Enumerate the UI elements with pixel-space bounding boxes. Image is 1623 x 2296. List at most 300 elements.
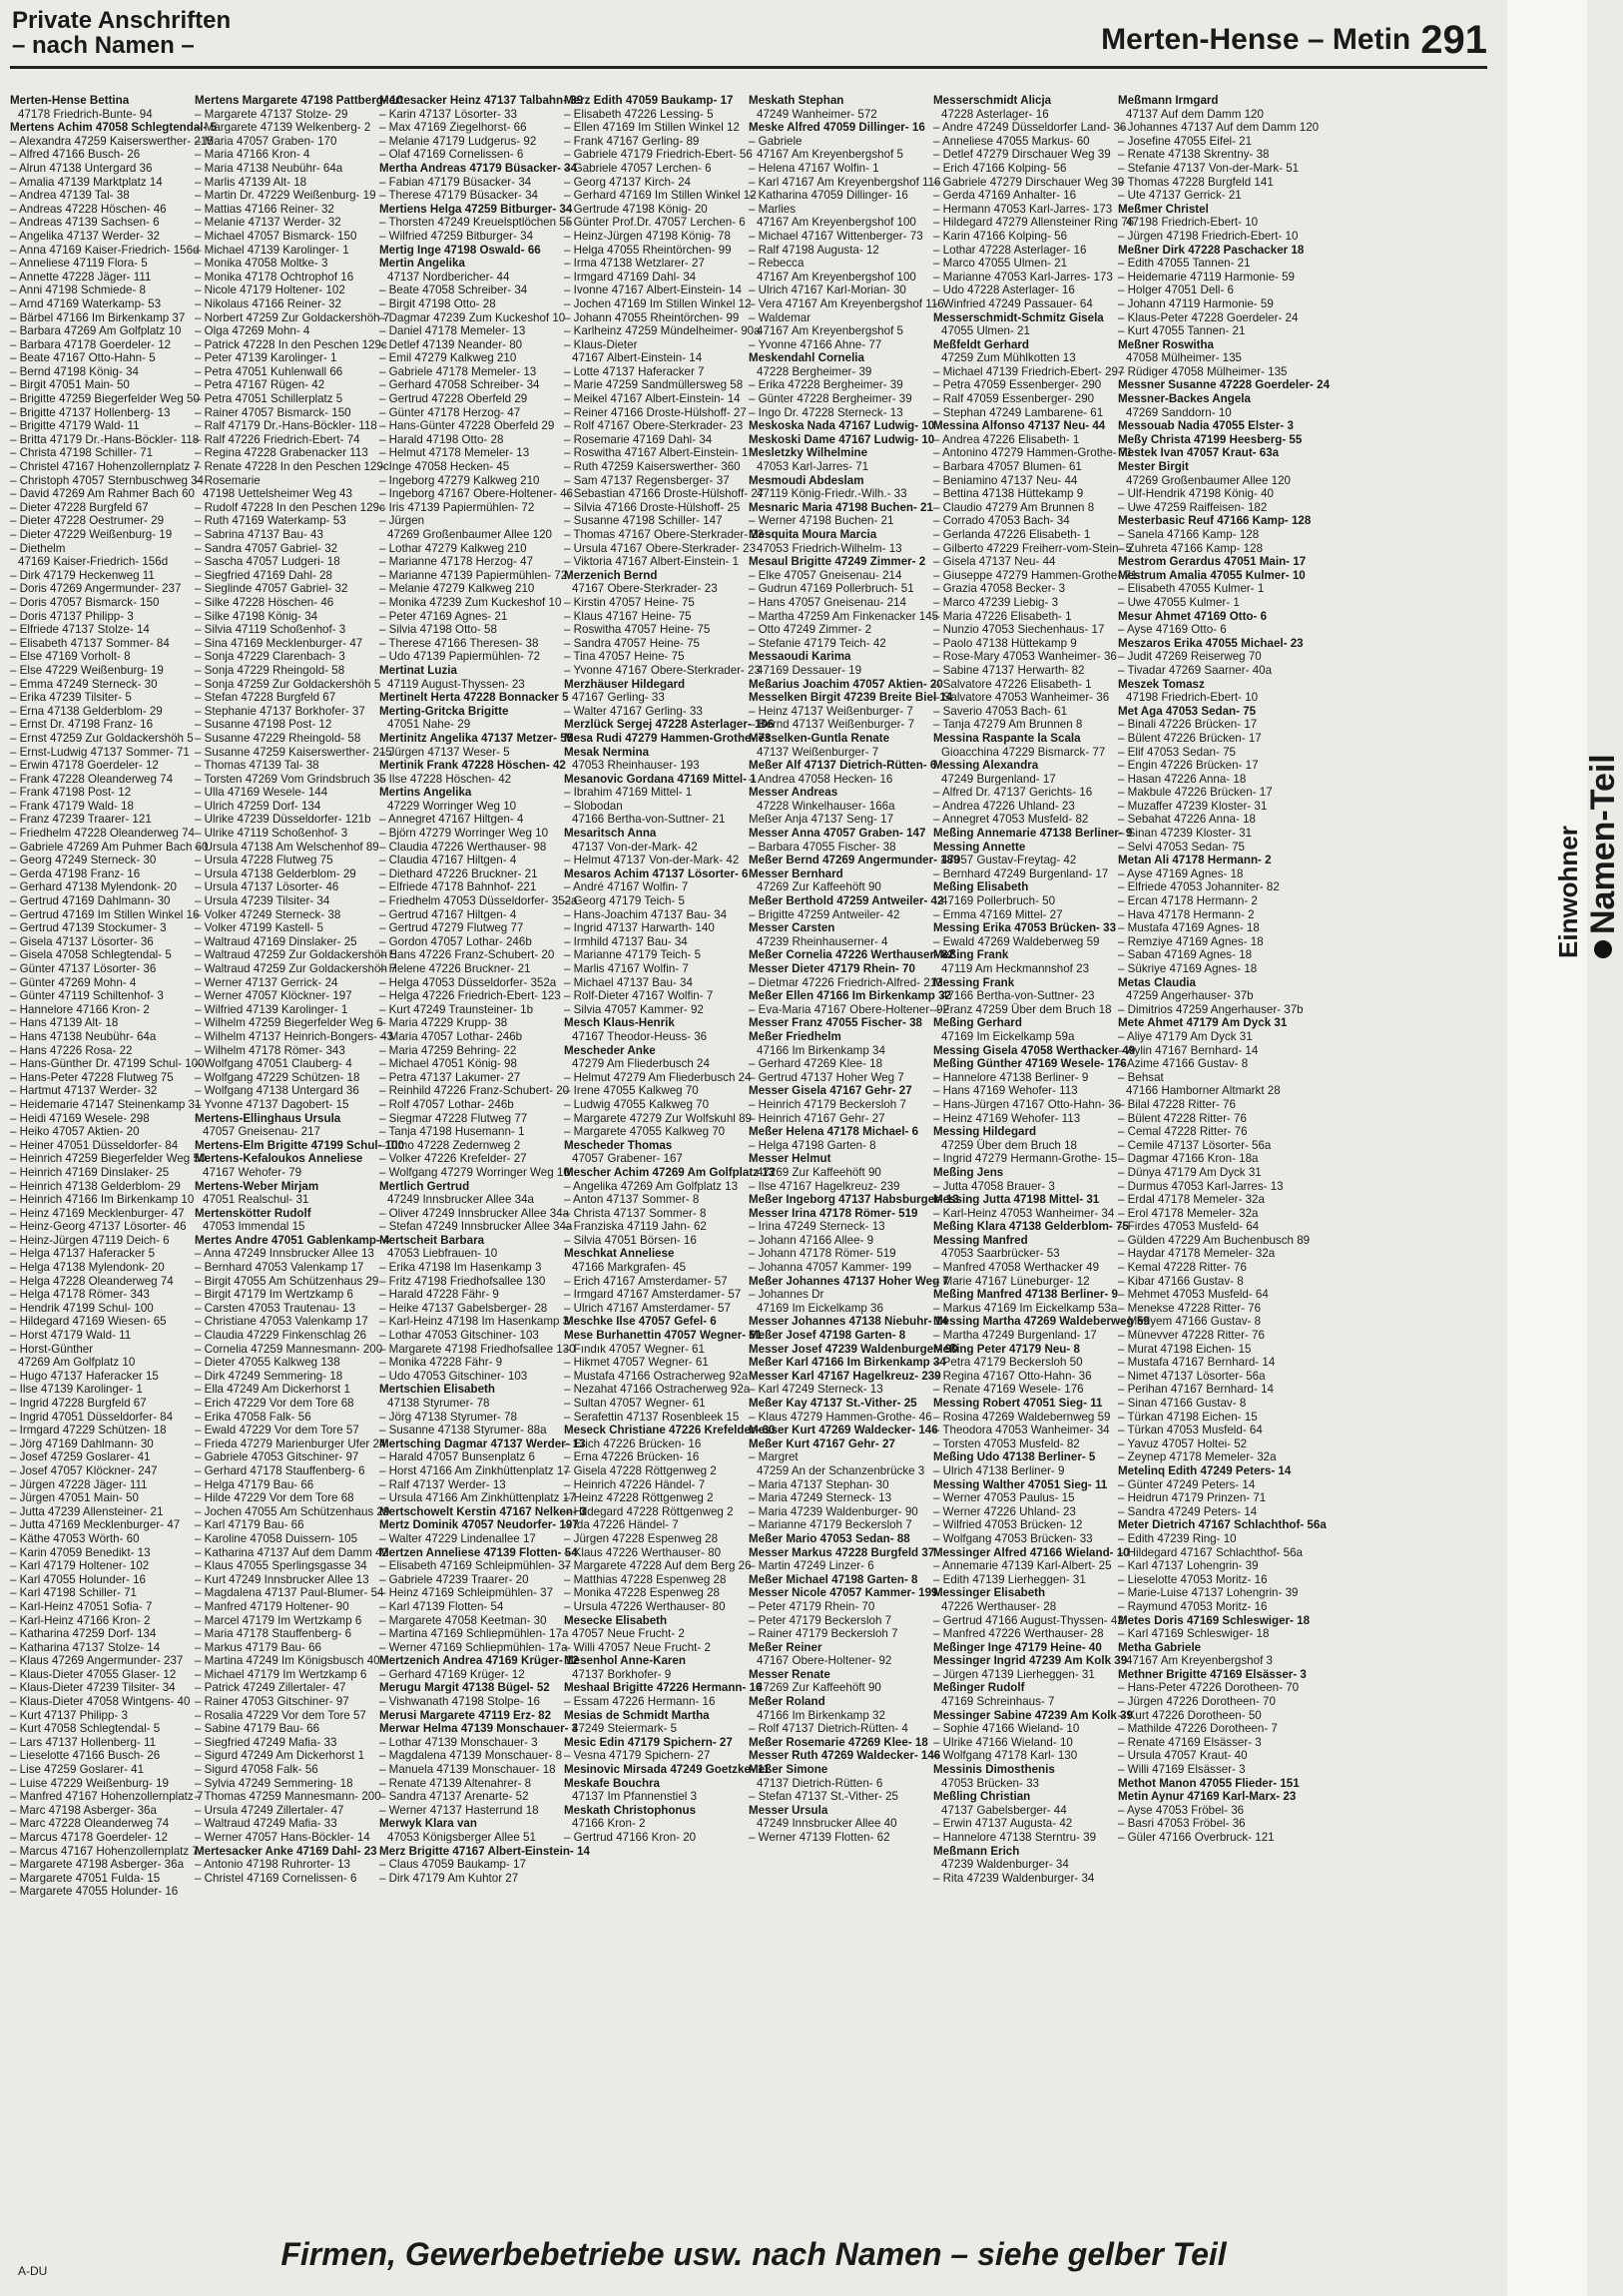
entry-line: – Irina 47249 Sterneck- 13: [749, 1220, 885, 1234]
entry-line: – Dünya 47179 Am Dyck 31: [1118, 1165, 1262, 1179]
entry-heading: Mertz Dominik 47057 Neudorfer- 197: [379, 1518, 579, 1532]
entry-line: – Petra 47051 Kuhlenwall 66: [195, 364, 343, 378]
entry-line: – Helga 47137 Haferacker 5: [10, 1247, 156, 1261]
entry-line: – Ella 47249 Am Dickerhorst 1: [195, 1383, 350, 1397]
entry-line: – Ernst-Ludwig 47137 Sommer- 71: [10, 745, 190, 759]
entry-line: – Renate 47169 Wesele- 176: [933, 1383, 1084, 1397]
entry-line: – Thomas 47167 Obere-Sterkrader- 23: [564, 528, 765, 541]
entry-line: – Katharina 47137 Auf dem Damm 42: [195, 1545, 388, 1559]
entry-heading: Meschke Ilse 47057 Gefel- 6: [564, 1315, 717, 1329]
entry-line: – Jörg 47138 Styrumer- 78: [379, 1410, 517, 1424]
entry-line: – Vera 47167 Am Kreyenbergshof 116: [749, 296, 944, 310]
entry-heading: Mesak Nermina: [564, 745, 650, 759]
entry-line: – Gertrud 47166 August-Thyssen- 42: [933, 1613, 1124, 1627]
entry-line: – Silvia 47119 Schoßenhof- 3: [195, 623, 346, 637]
entry-line: – Sabrina 47137 Bau- 43: [195, 528, 323, 541]
entry-line: – Maria 47166 Kron- 4: [195, 148, 310, 162]
entry-line: – Wilhelm 47178 Römer- 343: [195, 1043, 345, 1057]
entry-line: – Tanja 47279 Am Brunnen 8: [933, 718, 1083, 732]
entry-line: – Türkan 47198 Eichen- 15: [1118, 1410, 1258, 1424]
entry-line: 47178 Friedrich-Bunte- 94: [18, 107, 153, 121]
entry-heading: Meskoski Dame 47167 Ludwig- 10: [749, 432, 935, 446]
entry-line: – Volker 47226 Krefelder- 27: [379, 1152, 527, 1166]
entry-line: – Michael 47137 Bau- 34: [564, 975, 693, 989]
entry-line: – Silvia 47166 Droste-Hülshoff- 25: [564, 500, 741, 514]
entry-heading: Mesnaric Maria 47198 Buchen- 21: [749, 500, 933, 514]
entry-line: 47167 Am Kreyenbergshof 5: [757, 148, 903, 162]
entry-line: – Sinan 47239 Kloster- 31: [1118, 827, 1253, 841]
entry-line: – Serafettin 47137 Rosenbleek 15: [564, 1410, 740, 1424]
entry-line: – Georg 47137 Kirch- 24: [564, 175, 691, 189]
side-tab-label: [1553, 754, 1623, 958]
entry-line: 47053 Liebfrauen- 10: [387, 1247, 498, 1261]
entry-heading: Merzlück Sergej 47228 Asterlager- 106: [564, 718, 775, 732]
entry-line: – Ursula 47226 Werthauser- 80: [564, 1599, 726, 1613]
entry-line: – Sylvia 47249 Semmering- 18: [195, 1776, 353, 1790]
entry-line: – Franz 47259 Über dem Bruch 18: [933, 1002, 1112, 1016]
entry-line: – Gisela 47137 Lösorter- 36: [10, 934, 154, 948]
entry-line: – Angelika 47137 Werder- 32: [10, 229, 160, 243]
entry-line: – Otto 47249 Zimmer- 2: [749, 623, 872, 637]
side-tab-line2-text: Namen-Teil: [1584, 754, 1622, 934]
entry-line: – Jürgen 47137 Weser- 5: [379, 745, 510, 759]
entry-line: – Manuela 47139 Monschauer- 18: [379, 1763, 556, 1777]
entry-line: – Sabine 47137 Herwarth- 82: [933, 663, 1085, 677]
entry-line: – Sandra 47057 Gabriel- 32: [195, 541, 338, 555]
entry-heading: Mertig Inge 47198 Oswald- 66: [379, 243, 541, 257]
entry-line: – Siegmar 47228 Flutweg 77: [379, 1111, 528, 1125]
entry-line: – Gilberto 47229 Freiherr-vom-Stein- 5: [933, 541, 1133, 555]
entry-heading: Merten-Hense Bettina: [10, 94, 130, 107]
entry-line: – Birgit 47179 Im Wertzkamp 6: [195, 1288, 353, 1302]
entry-line: 47137 Weißenburger- 7: [757, 745, 879, 759]
entry-line: – Karl-Heinz 47051 Sofia- 7: [10, 1599, 153, 1613]
entry-line: – Reiner 47166 Droste-Hülshoff- 27: [564, 405, 747, 419]
entry-line: – Johannes Dr: [749, 1288, 824, 1302]
entry-line: – Irmgard 47229 Schützen- 18: [10, 1424, 167, 1437]
entry-line: – Sebahat 47226 Anna- 18: [1118, 813, 1256, 827]
entry-heading: Mertesacker Anke 47169 Dahl- 23: [195, 1844, 377, 1858]
entry-line: 47137 Dietrich-Rütten- 6: [757, 1776, 883, 1790]
entry-line: 47259 Angerhauser- 37b: [1126, 989, 1254, 1003]
entry-line: – Saban 47169 Agnes- 18: [1118, 948, 1253, 962]
entry-line: – Christel 47167 Hohenzollernplatz 7: [10, 460, 201, 474]
entry-heading: Mesaul Brigitte 47249 Zimmer- 2: [749, 555, 926, 569]
entry-line: – Ulf-Hendrik 47198 König- 40: [1118, 487, 1274, 501]
entry-heading: Meßer Reiner: [749, 1640, 822, 1654]
entry-line: – Gabriele 47057 Lerchen- 6: [564, 161, 712, 175]
entry-line: – Johann 47119 Harmonie- 59: [1118, 296, 1274, 310]
entry-line: – Margarete 47137 Stolze- 29: [195, 107, 348, 121]
entry-line: – Elisabeth 47137 Sommer- 84: [10, 636, 170, 650]
entry-line: – Dirk 47179 Am Kuhtor 27: [379, 1871, 519, 1885]
entry-line: – Gabriele 47269 Am Puhmer Bach 60: [10, 840, 209, 854]
entry-line: – Behsat: [1118, 1070, 1164, 1084]
entry-line: – Klaus-Dieter 47239 Tilsiter- 34: [10, 1681, 176, 1695]
entry-line: – Gabriele 47179 Friedrich-Ebert- 56: [564, 148, 753, 162]
entry-heading: Messina Raspante la Scala: [933, 731, 1081, 745]
entry-line: 47166 Markgrafen- 45: [572, 1261, 687, 1275]
entry-line: – Sanela 47166 Kamp- 128: [1118, 528, 1260, 541]
entry-line: – Barbara 47269 Am Golfplatz 10: [10, 324, 182, 338]
entry-line: – Ulrich 47167 Karl-Morian- 30: [749, 284, 906, 297]
entry-line: – Kemal 47228 Ritter- 76: [1118, 1261, 1247, 1275]
entry-line: – Heinrich 47169 Dinslaker- 25: [10, 1165, 170, 1179]
entry-line: – Günter 47269 Mohn- 4: [10, 975, 137, 989]
entry-heading: Mester Birgit: [1118, 460, 1189, 474]
entry-line: – Ursula 47138 Am Welschenhof 89: [195, 840, 379, 854]
entry-line: – Elfriede 47178 Bahnhof- 221: [379, 880, 537, 894]
entry-line: – Else 47229 Weißenburg- 19: [10, 663, 164, 677]
entry-line: – Dieter 47055 Kalkweg 138: [195, 1356, 340, 1370]
entry-line: 47169 Dessauer- 19: [757, 663, 862, 677]
entry-line: – Margarete 47198 Asberger- 36a: [10, 1858, 185, 1872]
entry-heading: Mescher Achim 47269 Am Golfplatz 13: [564, 1165, 776, 1179]
entry-line: – Iris 47139 Papiermühlen- 72: [379, 500, 535, 514]
entry-line: – Birgit 47198 Otto- 28: [379, 296, 496, 310]
entry-line: – Erika 47228 Bergheimer- 39: [749, 378, 903, 392]
entry-line: – Martin 47249 Linzer- 6: [749, 1559, 874, 1573]
entry-line: – Karl 47139 Flotten- 54: [379, 1599, 504, 1613]
entry-line: – Karl 47137 Lohengrin- 39: [1118, 1559, 1259, 1573]
entry-heading: Mertha Andreas 47179 Büsacker- 34: [379, 161, 578, 175]
entry-line: – Birgit 47055 Am Schützenhaus 29: [195, 1274, 379, 1288]
entry-line: – Gertrude 47198 König- 20: [564, 202, 708, 216]
entry-line: – Norbert 47259 Zur Goldackershöh 7: [195, 310, 390, 324]
entry-line: – Patrick 47228 In den Peschen 129c: [195, 337, 387, 351]
entry-line: – Sophie 47166 Wieland- 10: [933, 1722, 1080, 1736]
entry-line: – Marie 47167 Lüneburger- 12: [933, 1274, 1090, 1288]
entry-heading: Messer Carsten: [749, 921, 835, 935]
entry-heading: Metelinq Edith 47249 Peters- 14: [1118, 1463, 1292, 1477]
entry-heading: Meske Alfred 47059 Dillinger- 16: [749, 121, 925, 135]
entry-heading: Merwyk Klara van: [379, 1817, 477, 1831]
entry-line: 47269 Zur Kaffeehöft 90: [757, 880, 881, 894]
entry-line: – Gabriele 47053 Gitschiner- 97: [195, 1450, 359, 1464]
entry-line: – Katharina 47137 Stolze- 14: [10, 1640, 161, 1654]
entry-line: – Heinrich 47167 Gehr- 27: [749, 1111, 885, 1125]
entry-heading: Methner Brigitte 47169 Elsässer- 3: [1118, 1667, 1307, 1681]
entry-line: – Magdalena 47139 Monschauer- 8: [379, 1749, 563, 1763]
entry-line: 47053 Karl-Jarres- 71: [757, 460, 869, 474]
listing-column: [10, 94, 218, 2210]
entry-heading: Meßner Dirk 47228 Paschacker 18: [1118, 243, 1305, 257]
entry-line: – Andrea 47226 Elisabeth- 1: [933, 432, 1080, 446]
entry-line: – Hans 47226 Franz-Schubert- 20: [379, 948, 555, 962]
entry-heading: Merugu Margit 47138 Bügel- 52: [379, 1681, 550, 1695]
entry-line: – Wolfgang 47229 Schützen- 18: [195, 1070, 360, 1084]
entry-line: – Dirk 47249 Semmering- 18: [195, 1369, 343, 1383]
entry-heading: Messing Alexandra: [933, 759, 1039, 773]
entry-line: – Jürgen 47051 Main- 50: [10, 1491, 139, 1505]
entry-line: – Susanne 47138 Styrumer- 88a: [379, 1424, 547, 1437]
entry-line: – Murat 47198 Eichen- 15: [1118, 1342, 1252, 1356]
entry-line: – Aliye 47179 Am Dyck 31: [1118, 1029, 1253, 1043]
entry-line: – Klaus 47226 Werthauser- 80: [564, 1545, 722, 1559]
entry-line: – Udo 47228 Asterlager- 16: [933, 284, 1075, 297]
entry-line: – Ralf 47198 Augusta- 12: [749, 243, 879, 257]
entry-line: – Edith 47139 Lierheggen- 31: [933, 1572, 1086, 1586]
entry-line: – Hans-Jürgen 47167 Otto-Hahn- 36: [933, 1097, 1122, 1111]
entry-line: – Gerhard 47138 Mylendonk- 20: [10, 880, 177, 894]
entry-line: – Elfriede 47053 Johanniter- 82: [1118, 880, 1280, 894]
entry-line: – Winfried 47249 Passauer- 64: [933, 296, 1093, 310]
entry-heading: Messing Martha 47269 Waldeberweg 59: [933, 1315, 1150, 1329]
entry-line: 47269 Am Golfplatz 10: [18, 1356, 136, 1370]
entry-heading: Messing Frank: [933, 975, 1015, 989]
entry-line: – Paolo 47138 Hüttekamp 9: [933, 636, 1077, 650]
entry-line: 47249 Innsbrucker Allee 40: [757, 1817, 897, 1831]
entry-line: – André 47167 Wolfin- 7: [564, 880, 689, 894]
entry-line: – Hans-Peter 47226 Dorotheen- 70: [1118, 1681, 1300, 1695]
entry-line: – Thomas 47228 Burgfeld 141: [1118, 175, 1274, 189]
entry-line: – Heinz-Jürgen 47198 König- 78: [564, 229, 731, 243]
entry-line: – Susanne 47198 Post- 12: [195, 718, 332, 732]
entry-line: – Maria 47239 Waldenburger- 90: [749, 1504, 918, 1518]
entry-heading: Merz Edith 47059 Baukamp- 17: [564, 94, 734, 107]
entry-line: – Jutta 47169 Mecklenburger- 47: [10, 1518, 181, 1532]
entry-line: – Oliver 47249 Innsbrucker Allee 34a: [379, 1206, 570, 1220]
entry-line: – Hermann 47053 Karl-Jarres- 173: [933, 202, 1113, 216]
entry-line: – Peter 47169 Agnes- 21: [379, 609, 508, 623]
entry-line: – Werner 47226 Uhland- 23: [933, 1504, 1076, 1518]
entry-line: – Wolfgang 47051 Clauberg- 4: [195, 1057, 352, 1071]
entry-line: – Claudia 47167 Hiltgen- 4: [379, 854, 517, 867]
entry-heading: Mesmoudi Abdeslam: [749, 473, 864, 487]
entry-line: – Karl 47055 Holunder- 16: [10, 1572, 146, 1586]
entry-line: – Rainer 47179 Beckersloh 7: [749, 1627, 898, 1641]
entry-line: – Stefanie 47137 Von-der-Mark- 51: [1118, 161, 1300, 175]
entry-heading: Meßer Kurt 47167 Gehr- 27: [749, 1436, 895, 1450]
entry-heading: Meßer Bernd 47269 Angermunder- 189: [749, 854, 960, 867]
entry-line: – Stefanie 47179 Teich- 42: [749, 636, 886, 650]
entry-line: – Hasan 47226 Anna- 18: [1118, 772, 1247, 786]
entry-line: – Ingrid 47137 Harwarth- 140: [564, 921, 715, 935]
entry-heading: Meßing Elisabeth: [933, 880, 1029, 894]
entry-line: – Frank 47179 Wald- 18: [10, 799, 134, 813]
entry-heading: Mertens-Weber Mirjam: [195, 1179, 319, 1193]
entry-heading: Mesletzky Wilhelmine: [749, 446, 868, 460]
entry-line: – Jutta 47239 Allensteiner- 21: [10, 1504, 164, 1518]
entry-line: – Johanna 47057 Kammer- 199: [749, 1261, 912, 1275]
entry-line: – Melanie 47279 Kalkweg 210: [379, 582, 535, 596]
entry-heading: Meßy Christa 47199 Heesberg- 55: [1118, 432, 1303, 446]
entry-line: – Helga 47226 Friedrich-Ebert- 123: [379, 989, 561, 1003]
entry-line: – Willi 47169 Elsässer- 3: [1118, 1763, 1246, 1777]
entry-line: – Gertrud 47167 Hiltgen- 4: [379, 907, 517, 921]
entry-line: 47053 Brücken- 33: [941, 1776, 1039, 1790]
entry-line: – Sieglinde 47057 Gabriel- 32: [195, 582, 348, 596]
entry-line: – Fındık 47057 Wegner- 61: [564, 1342, 705, 1356]
entry-line: – Hannelore 47138 Sterntru- 39: [933, 1831, 1097, 1844]
entry-heading: Messing Walther 47051 Sieg- 11: [933, 1477, 1108, 1491]
entry-line: – Silvia 47051 Börsen- 16: [564, 1233, 697, 1247]
entry-heading: Messer Dieter 47179 Rhein- 70: [749, 962, 915, 975]
entry-line: – Peter 47179 Beckersloh 7: [749, 1613, 892, 1627]
entry-line: – Erol 47178 Memeler- 32a: [1118, 1206, 1259, 1220]
entry-line: – Ute 47137 Gerrick- 21: [1118, 189, 1242, 203]
entry-line: – Waldemar: [749, 310, 812, 324]
entry-line: – Bettina 47138 Hüttekamp 9: [933, 487, 1084, 501]
entry-line: 47166 Im Birkenkamp 32: [757, 1708, 885, 1722]
entry-line: – Claudia 47226 Werthauser- 98: [379, 840, 547, 854]
entry-line: 47053 Immendal 15: [203, 1220, 305, 1234]
entry-line: – Mathilde 47226 Dorotheen- 7: [1118, 1722, 1278, 1736]
entry-line: 47051 Realschul- 31: [203, 1193, 309, 1207]
entry-line: 47057 Gustav-Freytag- 42: [941, 854, 1077, 867]
entry-heading: Messer Bernhard: [749, 866, 843, 880]
entry-heading: Mesquita Moura Marcia: [749, 528, 877, 541]
entry-line: 47167 Am Kreyenbergshof 100: [757, 216, 916, 230]
entry-line: – Meikel 47167 Albert-Einstein- 14: [564, 392, 741, 406]
entry-line: – Inge 47058 Hecken- 45: [379, 460, 510, 474]
entry-line: – Matthias 47228 Espenweg 28: [564, 1572, 727, 1586]
entry-line: – Peter 47139 Karolinger- 1: [195, 351, 337, 365]
entry-line: – Ursula 47138 Gelderblom- 29: [195, 866, 356, 880]
entry-heading: Mertens-Elm Brigitte 47199 Schul- 100: [195, 1138, 405, 1152]
section-heading-line1: Private Anschriften: [12, 7, 232, 34]
entry-line: – Hans 47057 Gneisenau- 214: [749, 595, 906, 609]
entry-line: – Hans-Joachim 47137 Bau- 34: [564, 907, 728, 921]
entry-line: – Lise 47259 Goslarer- 41: [10, 1763, 145, 1777]
entry-line: – Durmus 47053 Karl-Jarres- 13: [1118, 1179, 1284, 1193]
entry-line: – Marianne 47178 Herzog- 47: [379, 555, 534, 569]
entry-line: – Annegret 47167 Hiltgen- 4: [379, 813, 524, 827]
entry-line: – Carsten 47053 Trautenau- 13: [195, 1301, 356, 1315]
entry-line: – Jürgen 47139 Lierheggen- 31: [933, 1667, 1095, 1681]
entry-line: – Andre 47249 Düsseldorfer Land- 36: [933, 121, 1127, 135]
entry-line: – Ercan 47178 Hermann- 2: [1118, 894, 1258, 908]
entry-line: – Hans 47138 Neubühr- 64a: [10, 1029, 157, 1043]
entry-line: – Ingeborg 47167 Obere-Holtener- 46: [379, 487, 574, 501]
entry-heading: Meßing Günther 47169 Wesele- 176: [933, 1057, 1127, 1071]
entry-line: – Walter 47229 Lindenallee 17: [379, 1531, 536, 1545]
entry-line: – Zeynep 47178 Memeler- 32a: [1118, 1450, 1277, 1464]
entry-line: 47198 Friedrich-Ebert- 10: [1126, 691, 1259, 705]
entry-line: – Käthe 47053 Wörth- 60: [10, 1531, 140, 1545]
entry-line: – Günter 47178 Herzog- 47: [379, 405, 521, 419]
entry-heading: Mertsching Dagmar 47137 Werder- 13: [379, 1436, 586, 1450]
entry-line: – Heidemarie 47119 Harmonie- 59: [1118, 270, 1296, 284]
entry-line: – Sandra 47249 Peters- 14: [1118, 1504, 1258, 1518]
entry-line: – Gerhard 47269 Klee- 18: [749, 1057, 883, 1071]
entry-line: – Gisela 47058 Schlegtendal- 5: [10, 948, 172, 962]
entry-heading: Mertins Angelika: [379, 786, 472, 800]
entry-line: – Erwin 47178 Goerdeler- 12: [10, 759, 159, 773]
entry-line: 47057 Gneisenau- 217: [203, 1125, 320, 1139]
entry-line: – Heinz-Jürgen 47119 Deich- 6: [10, 1233, 170, 1247]
entry-line: – Wolfgang 47279 Worringer Weg 10: [379, 1165, 570, 1179]
entry-line: – Björn 47279 Worringer Weg 10: [379, 827, 549, 841]
entry-line: – Thorsten 47249 Kreuelsptlöchen 55: [379, 216, 573, 230]
entry-line: – Willi 47057 Neue Frucht- 2: [564, 1640, 711, 1654]
entry-line: 47166 Bertha-von-Suttner- 21: [572, 813, 726, 827]
entry-line: – Heiner 47051 Düsseldorfer- 84: [10, 1138, 179, 1152]
entry-line: – Cemile 47137 Lösorter- 56a: [1118, 1138, 1272, 1152]
entry-line: 47057 Neue Frucht- 2: [572, 1627, 685, 1641]
entry-line: – Gerlanda 47226 Elisabeth- 1: [933, 528, 1091, 541]
entry-line: – Mustafa 47166 Ostracherweg 92a: [564, 1369, 749, 1383]
entry-line: – Jürgen 47228 Jäger- 111: [10, 1477, 148, 1491]
entry-line: – Hendrik 47199 Schul- 100: [10, 1301, 154, 1315]
entry-line: – Hannelore 47138 Berliner- 9: [933, 1070, 1089, 1084]
entry-line: – Heiko 47057 Aktien- 20: [10, 1125, 140, 1139]
entry-line: – Wolfgang 47138 Untergard 36: [195, 1084, 359, 1098]
entry-line: – Regina 47228 Grabenacker 113: [195, 446, 368, 460]
entry-heading: Methot Manon 47055 Flieder- 151: [1118, 1776, 1300, 1790]
entry-heading: Messing Gisela 47058 Werthacker 49: [933, 1043, 1136, 1057]
entry-line: – Monika 47228 Espenweg 28: [564, 1586, 720, 1600]
entry-line: – Nicole 47179 Holtener- 102: [195, 284, 345, 297]
entry-line: 47137 Im Pfannenstiel 3: [572, 1790, 698, 1804]
entry-line: 47229 Worringer Weg 10: [387, 799, 517, 813]
entry-line: – Magdalena 47137 Paul-Blumer- 54: [195, 1586, 384, 1600]
entry-line: – Regina 47167 Otto-Hahn- 36: [933, 1369, 1092, 1383]
entry-line: – Max 47169 Ziegelhorst- 66: [379, 121, 527, 135]
entry-line: – Sonja 47259 Zur Goldackershöh 5: [195, 677, 381, 691]
entry-line: – Gerda 47169 Anhalter- 16: [933, 189, 1077, 203]
entry-heading: Mertschien Elisabeth: [379, 1383, 495, 1397]
entry-line: – Viktoria 47167 Albert-Einstein- 1: [564, 555, 740, 569]
entry-line: 47167 Am Kreyenbergshof 5: [757, 324, 903, 338]
entry-heading: Mertes Andre 47051 Gablenkamp- 4: [195, 1233, 390, 1247]
entry-heading: Merusi Margarete 47119 Erz- 82: [379, 1708, 552, 1722]
entry-line: – Andrea 47058 Hecken- 16: [749, 772, 893, 786]
entry-line: – Helga 47198 Garten- 8: [749, 1138, 876, 1152]
entry-line: – Renate 47228 In den Peschen 129c: [195, 460, 389, 474]
entry-line: – Andrea 47226 Uhland- 23: [933, 799, 1075, 813]
entry-line: – Ulrike 47119 Schoßenhof- 3: [195, 827, 348, 841]
entry-line: – Georg 47249 Sterneck- 30: [10, 854, 157, 867]
entry-line: – Else 47169 Vorholt- 8: [10, 650, 131, 664]
entry-heading: Meßer Berthold 47259 Antweiler- 42: [749, 894, 944, 908]
entry-line: – Rolf 47057 Lothar- 246b: [379, 1097, 514, 1111]
entry-line: 47239 Rheinhauserner- 4: [757, 934, 888, 948]
entry-line: – Vishwanath 47198 Stolpe- 16: [379, 1695, 540, 1709]
entry-line: – Gordon 47057 Lothar- 246b: [379, 934, 532, 948]
entry-line: – Heinrich 47166 Im Birkenkamp 10: [10, 1193, 195, 1207]
entry-heading: Messinger Sabine 47239 Am Kolk 39: [933, 1708, 1133, 1722]
entry-line: 47166 Kron- 2: [572, 1817, 646, 1831]
entry-line: – Karl-Heinz 47166 Kron- 2: [10, 1613, 151, 1627]
entry-heading: Mertens Achim 47058 Schlegtendal- 5: [10, 121, 218, 135]
entry-line: – Jürgen: [379, 514, 425, 528]
entry-line: – Remziye 47169 Agnes- 18: [1118, 934, 1264, 948]
entry-heading: Mertlich Gertrud: [379, 1179, 470, 1193]
entry-line: – Harald 47198 Otto- 28: [379, 432, 504, 446]
entry-line: 47169 Im Eickelkamp 36: [757, 1301, 883, 1315]
entry-line: – Ulrike 47239 Düsseldorfer- 121b: [195, 813, 371, 827]
entry-line: – Kurt 47226 Dorotheen- 50: [1118, 1708, 1262, 1722]
entry-heading: Messinger Alfred 47166 Wieland- 10: [933, 1545, 1130, 1559]
entry-line: – Karl 47179 Bau- 66: [195, 1518, 304, 1532]
entry-line: – Jürgen 47228 Espenweg 28: [564, 1531, 719, 1545]
entry-line: – Susanne 47229 Rheingold- 58: [195, 731, 361, 745]
entry-line: – Wilfried 47053 Brücken- 12: [933, 1518, 1083, 1532]
entry-line: – Ilse 47228 Höschen- 42: [379, 772, 512, 786]
entry-line: – Michael 47057 Bismarck- 150: [195, 229, 357, 243]
entry-line: – Margarete 47055 Kalkweg 70: [564, 1125, 726, 1139]
entry-line: – Erich 47226 Brücken- 16: [564, 1436, 702, 1450]
entry-line: – Dieter 47229 Weißenburg- 19: [10, 528, 173, 541]
entry-heading: Mesenhol Anne-Karen: [564, 1654, 686, 1668]
entry-line: – Lothar 47139 Monschauer- 3: [379, 1735, 538, 1749]
entry-line: – Margarete 47051 Fulda- 15: [10, 1871, 161, 1885]
entry-heading: Mertens-Kefaloukos Anneliese: [195, 1152, 363, 1166]
entry-line: – Arnd 47169 Waterkamp- 53: [10, 296, 162, 310]
entry-line: 47167 Obere-Holtener- 92: [757, 1654, 892, 1668]
entry-line: – Stefan 47137 St.-Vither- 25: [749, 1790, 898, 1804]
